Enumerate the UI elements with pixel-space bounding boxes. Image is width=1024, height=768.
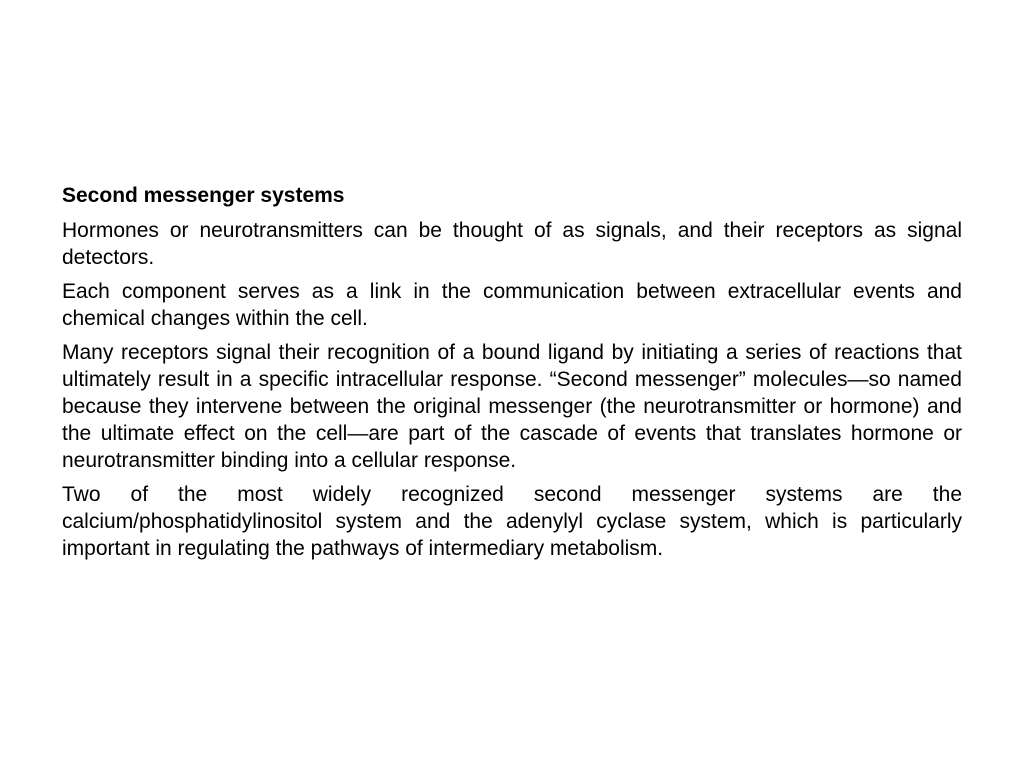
paragraph-second-messenger-definition: Many receptors signal their recognition of a bound ligand by initiating a series of reactions that ultimately result in a specific intracellular response. “Second messenger” molecules—so named because they intervene between the original messenger (the neurotransmitter or hormone) and the ultimate effect on the cell—are part of the cascade of events that translates hormone or neurotransmitter binding into a cellular response. xyxy=(62,341,962,472)
paragraph-communication-link: Each component serves as a link in the communication between extracellular events and chemical changes within the cell. xyxy=(62,280,962,330)
slide-body xyxy=(62,182,962,569)
paragraph-second-messenger-systems: Two of the most widely recognized second messenger systems are the calcium/phosphatidylinositol system and the adenylyl cyclase system, which is particularly important in regulating the pathways of intermediary metabolism. xyxy=(62,483,962,560)
slide-heading: Second messenger systems xyxy=(62,184,345,207)
paragraph-signals: Hormones or neurotransmitters can be thought of as signals, and their receptors as signal detectors. xyxy=(62,219,962,269)
